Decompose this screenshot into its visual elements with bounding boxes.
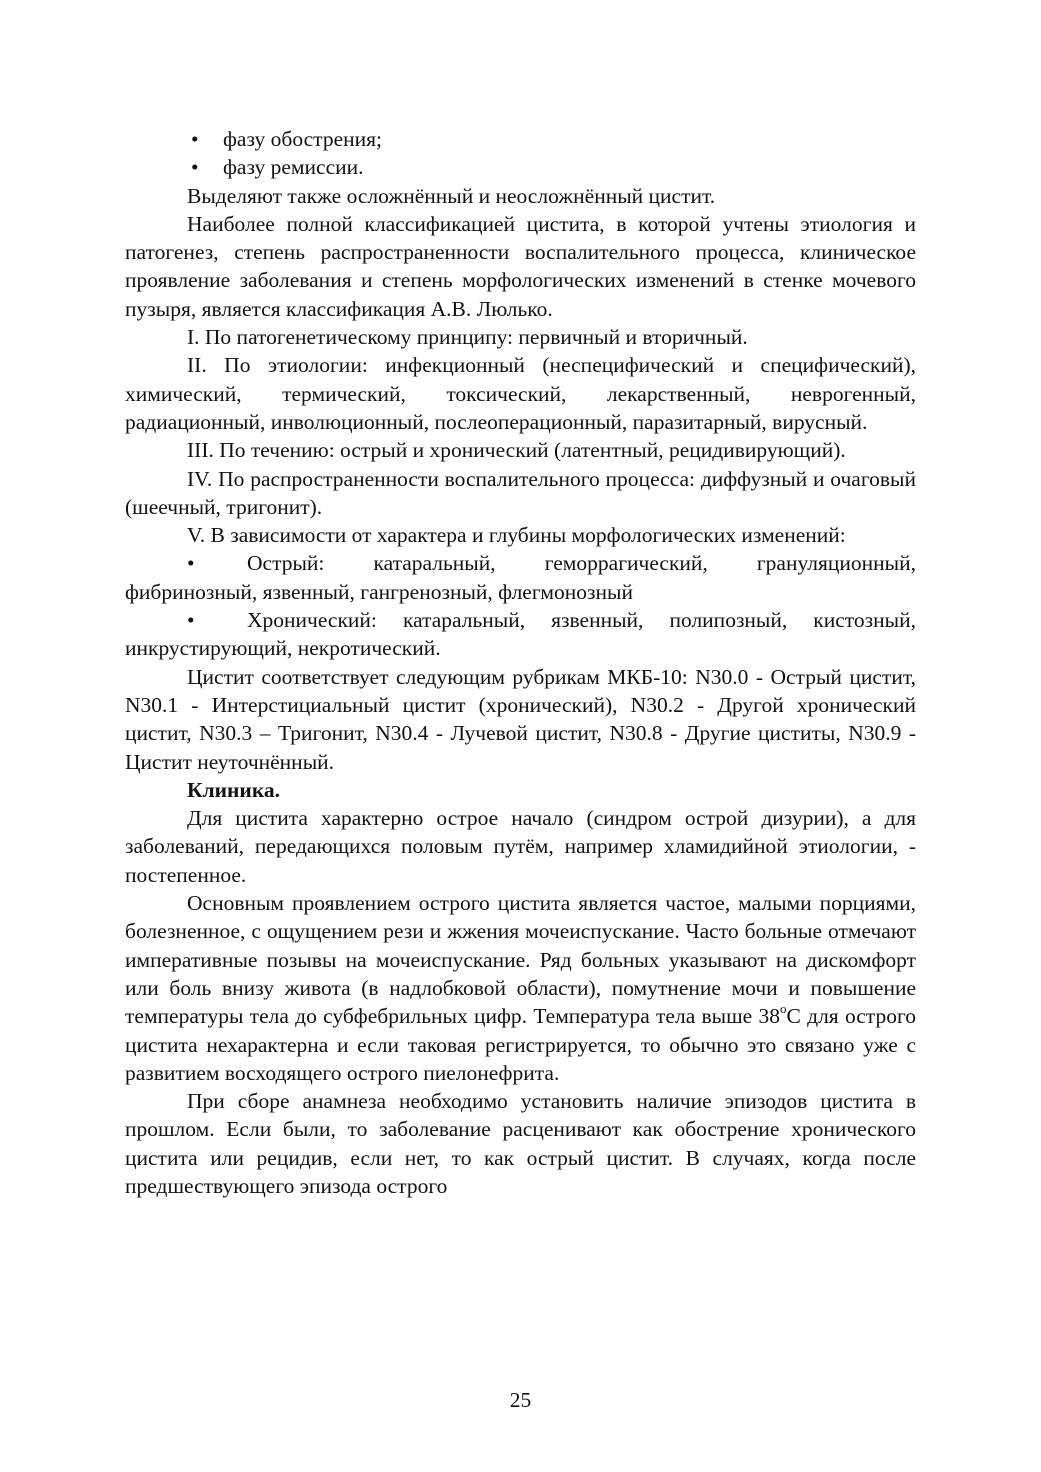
paragraph-text: С для острого цистита нехарактерна и если таковая регистрируется, то обычно это связано уже с развитием восходящего острого пиелонефрита.: [125, 1004, 917, 1085]
classification-item-3: III. По течению: острый и хронический (латентный, рецидивирующий).: [187, 438, 846, 463]
list-item-chronic: [125, 606, 916, 663]
page-body: [125, 125, 916, 1200]
degree-superscript: o: [780, 1001, 787, 1017]
bullet-icon: •: [187, 551, 195, 576]
list-item: [125, 153, 916, 181]
bullet-icon: •: [187, 608, 195, 633]
bullet-icon: •: [191, 155, 199, 180]
list-item-text: фазу ремиссии.: [223, 155, 364, 180]
bullet-icon: •: [191, 127, 199, 151]
classification-item-1: I. По патогенетическому принципу: первичный и вторичный.: [187, 325, 748, 350]
list-item: [125, 125, 916, 153]
classification-item-2: II. По этиологии: инфекционный (неспецифический и специфический), химический, термический, токсический, лекарственный, неврогенный, радиационный, инволюционный, послеоперационный, паразитарный, вирусный.: [125, 353, 916, 434]
list-item-text: фазу обострения;: [223, 127, 382, 151]
paragraph-classification: Наиболее полной классификацией цистита, в которой учтены этиология и патогенез, степень распространенности воспалительного процесса, клиническое проявление заболевания и степень морфологических изменений в стенке мочевого пузыря, является классификация А.В. Люлько.: [125, 211, 916, 321]
page-number: 25: [509, 1388, 532, 1412]
paragraph-onset: Для цистита характерно острое начало (синдром острой дизурии), а для заболеваний, передающихся половым путём, например хламидийной этиологии, - постепенное.: [125, 806, 916, 887]
paragraph-anamnesis: При сборе анамнеза необходимо установить наличие эпизодов цистита в прошлом. Если были, то заболевание расценивают как обострение хронического цистита или рецидив, если нет, то как острый цистит. В случаях, когда после предшествующего эпизода острого: [125, 1089, 916, 1198]
section-heading-clinic: Клиника.: [187, 777, 281, 802]
list-item-text: Хронический: катаральный, язвенный, полипозный, кистозный, инкрустирующий, некротический.: [125, 608, 916, 661]
list-item-acute: [125, 549, 916, 606]
paragraph-text: Основным проявлением острого цистита является частое, малыми порциями, болезненное, с ощущением рези и жжения мочеиспускание. Часто больные отмечают императивные позывы на мочеиспускание. Ряд больных указывают на дискомфорт или боль внизу живота (в надлобковой области), помутнение мочи и повышение температуры тела до субфебрильных цифр. Температура тела выше 38: [125, 891, 916, 1029]
classification-item-4: IV. По распространенности воспалительного процесса: диффузный и очаговый (шеечный, тригонит).: [125, 466, 916, 519]
classification-item-5: V. В зависимости от характера и глубины морфологических изменений:: [187, 523, 846, 548]
paragraph-complicated: Выделяют также осложнённый и неосложнённый цистит.: [187, 183, 716, 208]
paragraph-main-manifestation: [125, 889, 916, 1087]
paragraph-icd: Цистит соответствует следующим рубрикам МКБ-10: N30.0 - Острый цистит, N30.1 - Интерстициальный цистит (хронический), N30.2 - Другой хронический цистит, N30.3 – Тригонит, N30.4 - Лучевой цистит, N30.8 - Другие циститы, N30.9 - Цистит неуточнённый.: [125, 664, 916, 774]
list-item-text: Острый: катаральный, геморрагический, грануляционный, фибринозный, язвенный, гангренозный, флегмонозный: [125, 551, 916, 604]
